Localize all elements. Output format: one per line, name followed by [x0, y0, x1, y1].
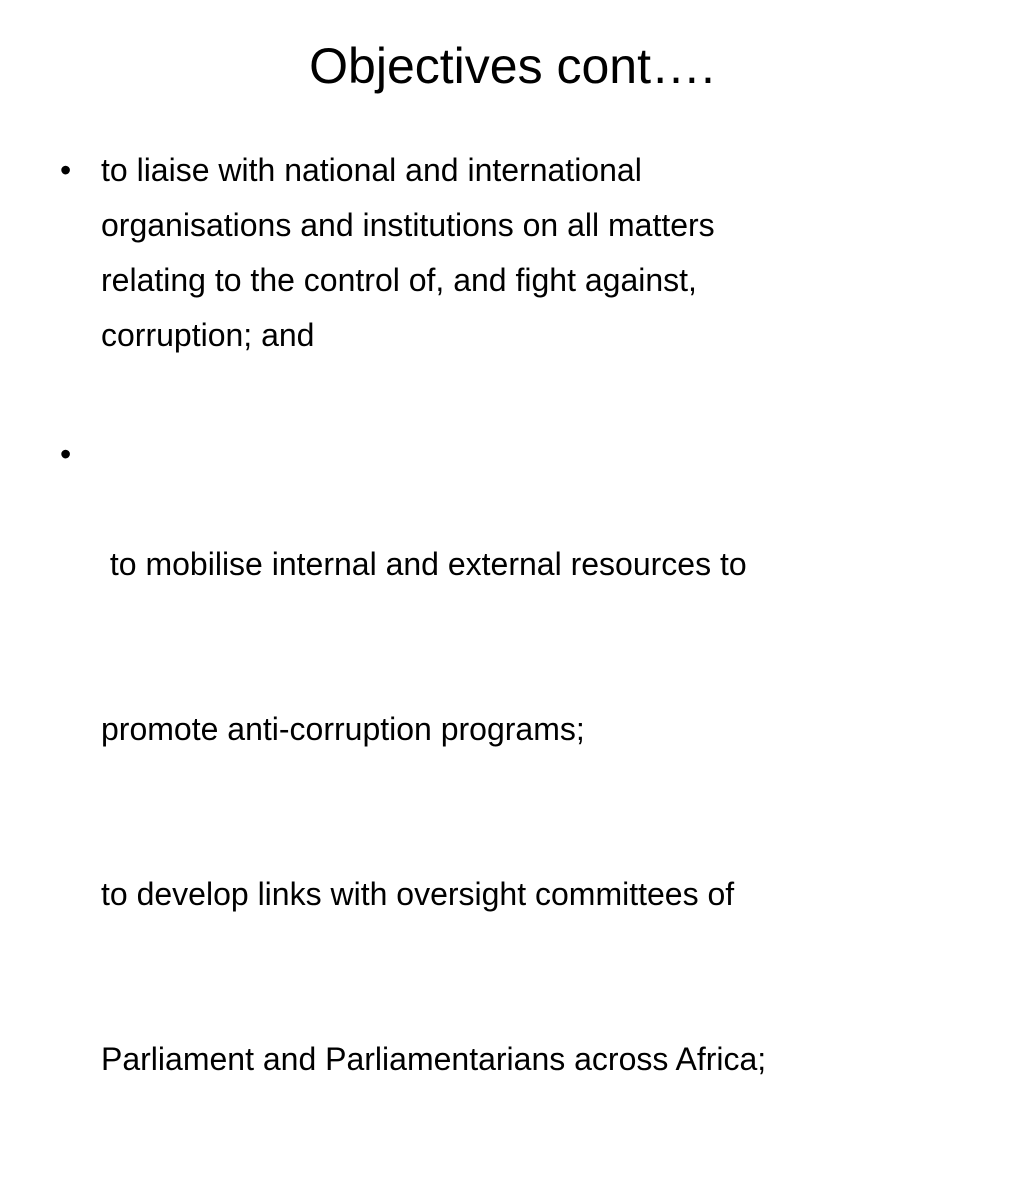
bullet-line: corruption; and — [101, 317, 315, 353]
bullet-line: organisations and institutions on all matters — [101, 207, 715, 243]
bullet-dot-icon: • — [60, 436, 72, 472]
slide-title: Objectives cont…. — [309, 38, 715, 94]
bullet-text — [101, 427, 981, 1197]
bullet-line: Parliament and Parliamentarians across Africa; — [101, 1041, 767, 1077]
bullet-line: relating to the control of, and fight against, — [101, 262, 697, 298]
bullet-line: to develop links with oversight committees of — [101, 876, 735, 912]
bullet-dot-icon: • — [60, 152, 72, 188]
bullet-text — [101, 143, 981, 363]
bullet-line: to mobilise internal and external resources to — [101, 546, 747, 582]
bullet-line: promote anti-corruption programs; — [101, 711, 585, 747]
bullet-line: to liaise with national and international — [101, 152, 642, 188]
